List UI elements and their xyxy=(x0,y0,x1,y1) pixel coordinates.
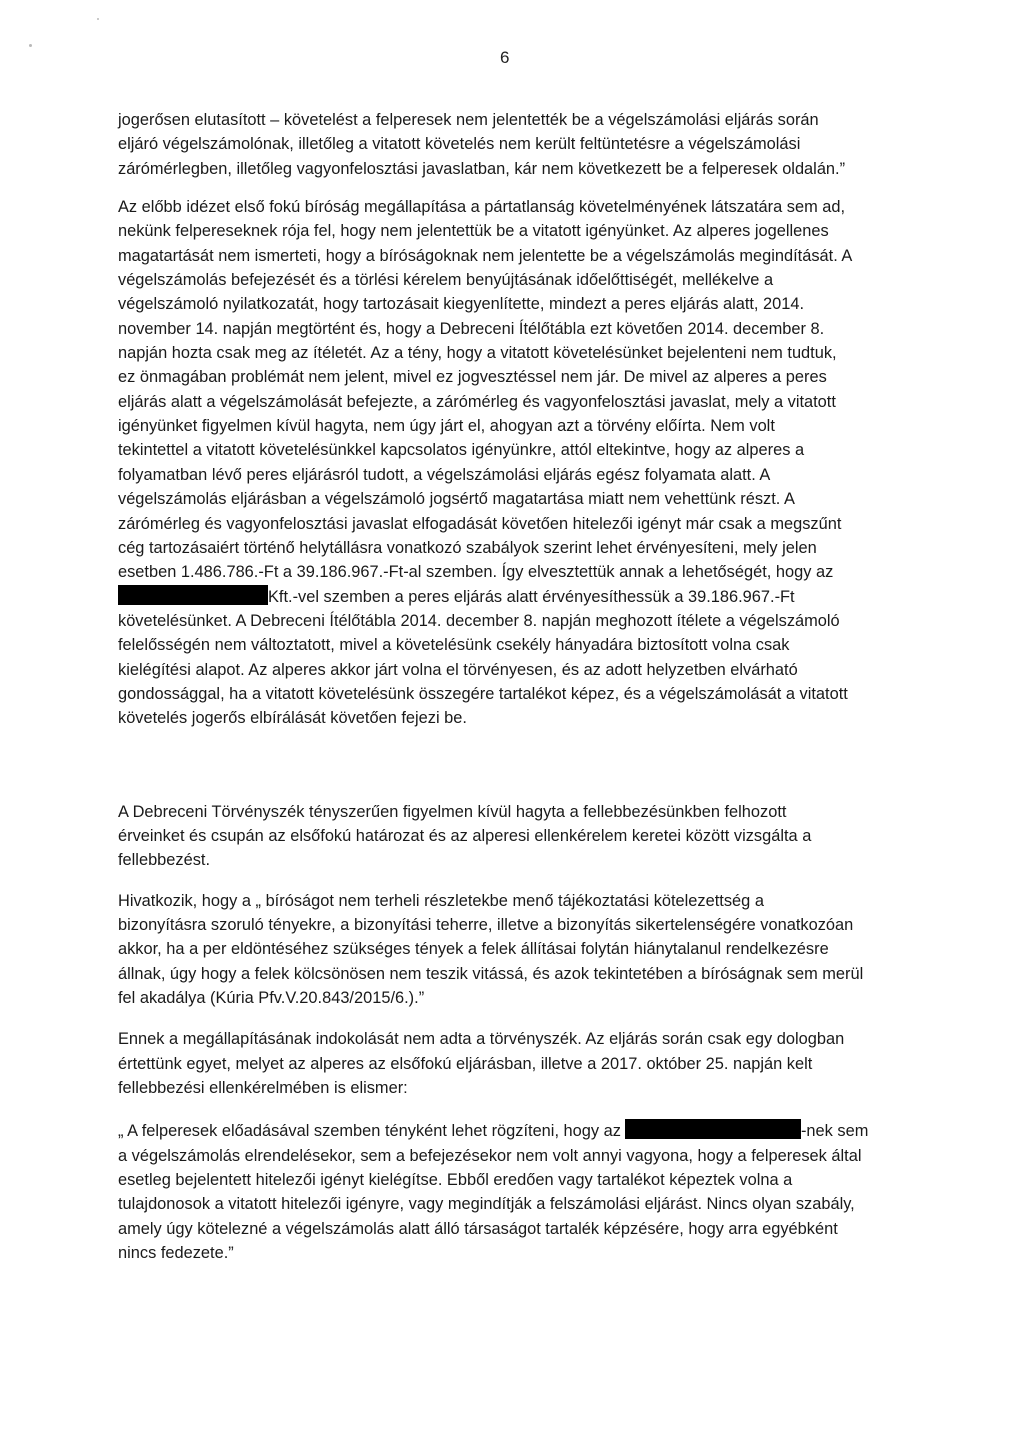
text-line: a végelszámolás elrendelésekor, sem a befejezésekor nem volt annyi vagyona, hogy a felperesek által xyxy=(118,1146,862,1165)
redaction-block xyxy=(625,1119,801,1139)
text-line: zárómérleg és vagyonfelosztási javaslat elfogadását követően hitelezői igényt már csak a megszűnt xyxy=(118,514,842,533)
text-line: állnak, úgy hogy a felek kölcsönösen nem teszik vitássá, és azok tekintetében a bíróságnak sem merül xyxy=(118,964,864,983)
paragraph-quoted-defense xyxy=(118,1119,908,1265)
text-line: tulajdonosok a vitatott hitelezői igényre, vagy megindítják a felszámolási eljárást. Nincs olyan szabály, xyxy=(118,1195,855,1214)
redaction-block xyxy=(118,585,268,605)
paragraph-quote-end xyxy=(118,108,908,181)
text-line: cég tartozásaiért történő helytállásra vonatkozó szabályok szerint lehet érvényesíteni, mely jelen xyxy=(118,538,817,557)
text-line: magatartását nem ismerteti, hogy a bíróságoknak nem jelentette be a végelszámolás megindítását. A xyxy=(118,246,853,265)
text-line: eljáró végelszámolónak, illetőleg a vitatott követelés nem került feltüntetésre a végelszámolási xyxy=(118,135,801,154)
text-line: esetben 1.486.786.-Ft a 39.186.967.-Ft-al szemben. Így elvesztettük annak a lehetőségét, hogy az xyxy=(118,563,834,582)
text-line: végelszámoló nyilatkozatát, hogy tartozásait kiegyenlítette, mindezt a peres eljárás alatt, 2014. xyxy=(118,295,805,314)
paragraph-citation xyxy=(118,889,908,1011)
text-line-redacted xyxy=(118,1119,908,1143)
text-line: nincs fedezete.” xyxy=(118,1244,234,1263)
text-line: napján hozta csak meg az ítéletét. Az a tény, hogy a vitatott követelésünket bejelenteni nem tudtuk, xyxy=(118,344,837,363)
text-line: fellebbezési ellenkérelmében is elismer: xyxy=(118,1079,408,1098)
text-line: november 14. napján megtörtént és, hogy a Debreceni Ítélőtábla ezt követően 2014. december 8. xyxy=(118,319,825,338)
text-line: eljárás alatt a végelszámolását befejezte, a zárómérleg és vagyonfelosztási javaslat, mely a vitatott xyxy=(118,392,836,411)
text-line: gondossággal, ha a vitatott követelésünk összegére tartalékot képez, és a végelszámolását a vitatott xyxy=(118,684,848,703)
text-line: tekintettel a vitatott követelésünkkel kapcsolatos igényünkre, attól eltekintve, hogy az alperes a xyxy=(118,441,805,460)
text-line: Ennek a megállapításának indokolását nem adta a törvényszék. Az eljárás során csak egy dologban xyxy=(118,1030,845,1049)
text-line: Hivatkozik, hogy a „ bíróságot nem terheli részletekbe menő tájékoztatási kötelezettség a xyxy=(118,891,764,910)
text-line: érveinket és csupán az elsőfokú határozat és az alperesi ellenkérelem keretei között vizsgálta a xyxy=(118,826,812,845)
text-line-redacted xyxy=(118,585,908,609)
text-after-redaction: Kft.-vel szemben a peres eljárás alatt érvényesíthessük a 39.186.967.-Ft xyxy=(268,587,795,606)
text-line: fellebbezést. xyxy=(118,851,211,870)
text-line: követelés jogerős elbírálását követően fejezi be. xyxy=(118,709,467,728)
text-line: értettünk egyet, melyet az alperes az elsőfokú eljárásban, illetve a 2017. október 25. napján kelt xyxy=(118,1054,813,1073)
text-line: végelszámolás eljárásban a végelszámoló jogsértő magatartása miatt nem vehettünk részt. A xyxy=(118,490,795,509)
text-line: folyamatban lévő peres eljárásról tudott, a végelszámolási eljárás egész folyamata alatt. A xyxy=(118,465,771,484)
text-line: A Debreceni Törvényszék tényszerűen figyelmen kívül hagyta a fellebbezésünkben felhozott xyxy=(118,802,787,821)
text-line: zárómérlegben, illetőleg vagyonfelosztási javaslatban, kár nem következett be a felperesek oldalán.” xyxy=(118,159,846,178)
document-body xyxy=(118,108,908,1265)
page-number: 6 xyxy=(500,48,510,67)
text-line: felelősségén nem változtatott, mivel a követelésünk csekély hányadára biztosított volna csak xyxy=(118,636,790,655)
text-line: kielégítési alapot. Az alperes akkor járt volna el törvényesen, és az adott helyzetben elvárható xyxy=(118,660,798,679)
text-line: Az előbb idézet első fokú bíróság megállapítása a pártatlanság követelményének látszatára sem ad, xyxy=(118,198,846,217)
text-before-redaction: „ A felperesek előadásával szemben tényként lehet rögzíteni, hogy az xyxy=(118,1122,621,1141)
paragraph-argument xyxy=(118,195,908,731)
text-after-redaction: -nek sem xyxy=(800,1122,869,1141)
text-line: esetleg bejelentett hitelezői igényt kielégítse. Ebből eredően vagy tartalékot képeztek volna a xyxy=(118,1171,793,1190)
text-line: ez önmagában problémát nem jelent, mivel ez jogvesztéssel nem jár. De mivel az alperes a peres xyxy=(118,368,827,387)
text-line: amely úgy kötelezné a végelszámolás alatt álló társaságot tartalék képzésére, hogy arra egyébként xyxy=(118,1219,838,1238)
text-line: végelszámolás befejezését és a törlési kérelem benyújtásának időelőttiségét, mellékelve a xyxy=(118,271,774,290)
text-line: jogerősen elutasított – követelést a felperesek nem jelentették be a végelszámolási eljárás során xyxy=(118,111,819,129)
paragraph-reasoning xyxy=(118,1027,908,1100)
text-line: követelésünket. A Debreceni Ítélőtábla 2014. december 8. napján meghozott ítélete a végelszámoló xyxy=(118,611,840,630)
text-line: nekünk felpereseknek rója fel, hogy nem jelentettük be a vitatott igényünket. Az alperes jogellenes xyxy=(118,222,829,241)
scan-speck xyxy=(97,18,99,20)
text-line: igényünket figyelmen kívül hagyta, nem úgy járt el, ahogyan azt a törvény előírta. Nem volt xyxy=(118,417,775,436)
text-line: fel akadálya (Kúria Pfv.V.20.843/2015/6.).” xyxy=(118,989,425,1007)
scan-speck xyxy=(29,44,32,47)
text-line: akkor, ha a per eldöntéséhez szükséges tények a felek állításai folytán hiánytalanul rendelkezésre xyxy=(118,940,829,959)
paragraph-court-ignored xyxy=(118,800,908,873)
text-line: bizonyításra szoruló tényekre, a bizonyítási teherre, illetve a bizonyítás sikertelenségére vonatkozóan xyxy=(118,915,854,934)
